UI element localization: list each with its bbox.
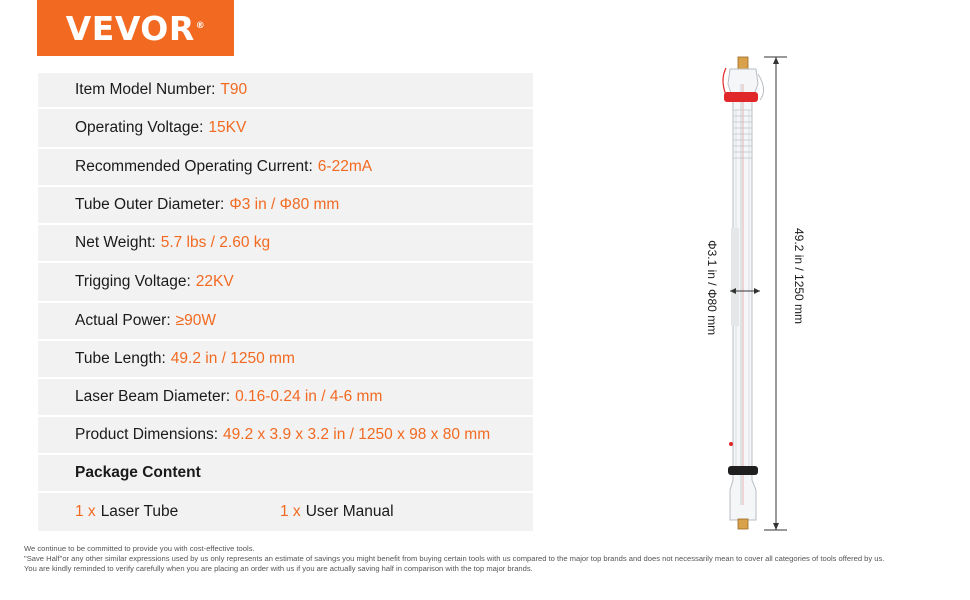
- spec-value: T90: [220, 81, 248, 98]
- length-dimension-line: [764, 57, 787, 530]
- package-item: 1 x Laser Tube: [75, 503, 179, 520]
- spec-label: Actual Power:: [75, 312, 171, 329]
- spec-value: 22KV: [195, 273, 234, 290]
- package-title: Package Content: [75, 464, 201, 481]
- spec-label: Tube Outer Diameter:: [75, 196, 225, 213]
- spec-label: Tube Length:: [75, 350, 166, 367]
- spec-value: 49.2 in / 1250 mm: [170, 350, 295, 367]
- spec-label: Recommended Operating Current:: [75, 158, 313, 175]
- spec-value: 15KV: [208, 119, 247, 136]
- disclaimer-line: We continue to be committed to provide you with cost-effective tools.: [24, 544, 255, 553]
- spec-label: Product Dimensions:: [75, 426, 219, 443]
- tube-body: [723, 57, 764, 529]
- spec-label: Trigging Voltage:: [75, 273, 191, 290]
- spec-value: ≥90W: [175, 312, 217, 329]
- spec-value: Φ3 in / Φ80 mm: [229, 196, 340, 213]
- spec-value: 6-22mA: [317, 158, 373, 175]
- spec-value: 0.16-0.24 in / 4-6 mm: [235, 388, 383, 405]
- diameter-label: Φ3.1 in / Φ80 mm: [705, 240, 719, 336]
- disclaimer-footer: [24, 544, 959, 574]
- spec-label: Item Model Number:: [75, 81, 216, 98]
- brand-logo-text: VEVOR®: [65, 8, 206, 48]
- length-label: 49.2 in / 1250 mm: [792, 228, 806, 325]
- spec-value: 5.7 lbs / 2.60 kg: [160, 234, 271, 251]
- spec-label: Net Weight:: [75, 234, 156, 251]
- spec-label: Laser Beam Diameter:: [75, 388, 231, 405]
- spec-label: Operating Voltage:: [75, 119, 204, 136]
- package-item: 1 x User Manual: [280, 503, 394, 520]
- spec-value: 49.2 x 3.9 x 3.2 in / 1250 x 98 x 80 mm: [223, 426, 491, 443]
- disclaimer-line: You are kindly reminded to verify carefully when you are placing an order with us if you are actually saving half in comparison with the top major brands.: [24, 564, 533, 573]
- disclaimer-line: "Save Half"or any other similar expressions used by us only represents an estimate of savings you might benefit from buying certain tools with us compared to the major top brands and does not necessarily mean to cover all categories of tools offered by us.: [24, 554, 885, 563]
